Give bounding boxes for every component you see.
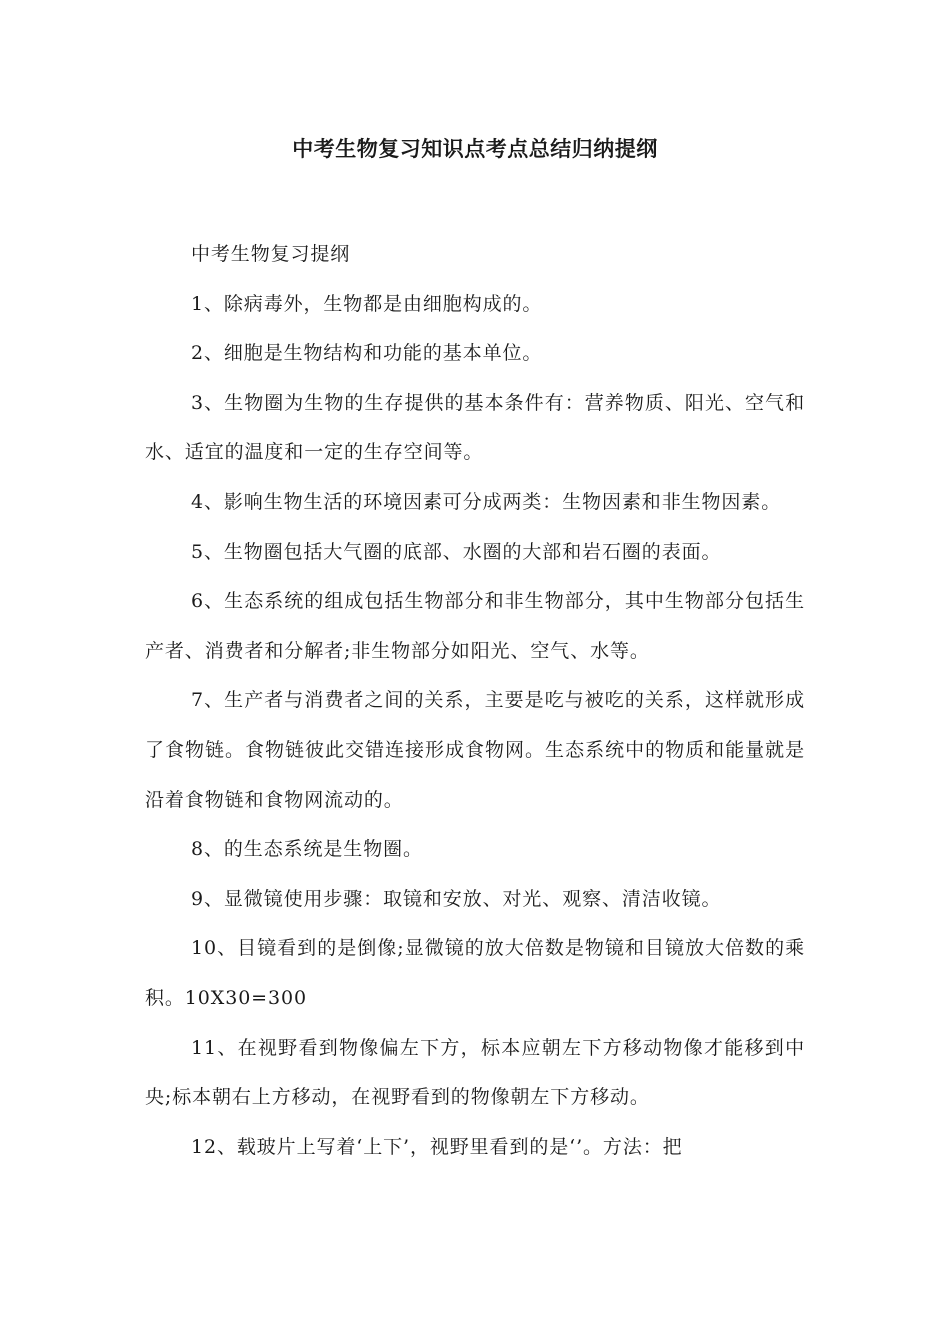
paragraph-4: 4、影响生物生活的环境因素可分成两类：生物因素和非生物因素。 xyxy=(191,490,782,513)
paragraph-3: 3、生物圈为生物的生存提供的基本条件有：营养物质、阳光、空气和水、适宜的温度和一定的生存空间等。 xyxy=(145,391,805,464)
paragraph-12: 12、载玻片上写着‘上下’，视野里看到的是‘’。方法：把 xyxy=(191,1135,683,1158)
paragraph-10: 10、目镜看到的是倒像;显微镜的放大倍数是物镜和目镜放大倍数的乘积。10X30=300 xyxy=(145,937,805,1009)
paragraph-6: 6、生态系统的组成包括生物部分和非生物部分，其中生物部分包括生产者、消费者和分解者;非生物部分如阳光、空气、水等。 xyxy=(145,590,805,662)
paragraph-7: 7、生产者与消费者之间的关系，主要是吃与被吃的关系，这样就形成了食物链。食物链彼此交错连接形成食物网。生态系统中的物质和能量就是沿着食物链和食物网流动的。 xyxy=(145,689,805,811)
paragraph-11: 11、在视野看到物像偏左下方，标本应朝左下方移动物像才能移到中央;标本朝右上方移动，在视野看到的物像朝左下方移动。 xyxy=(145,1036,805,1109)
paragraph-5: 5、生物圈包括大气圈的底部、水圈的大部和岩石圈的表面。 xyxy=(191,540,722,563)
document-title: 中考生物复习知识点考点总结归纳提纲 xyxy=(292,137,658,161)
section-heading: 中考生物复习提纲 xyxy=(191,243,351,265)
paragraph-9: 9、显微镜使用步骤：取镜和安放、对光、观察、清洁收镜。 xyxy=(191,887,722,910)
paragraph-2: 2、细胞是生物结构和功能的基本单位。 xyxy=(191,342,543,365)
paragraph-8: 8、的生态系统是生物圈。 xyxy=(191,838,423,861)
document-body xyxy=(145,230,805,1172)
paragraph-1: 1、除病毒外，生物都是由细胞构成的。 xyxy=(191,292,543,315)
